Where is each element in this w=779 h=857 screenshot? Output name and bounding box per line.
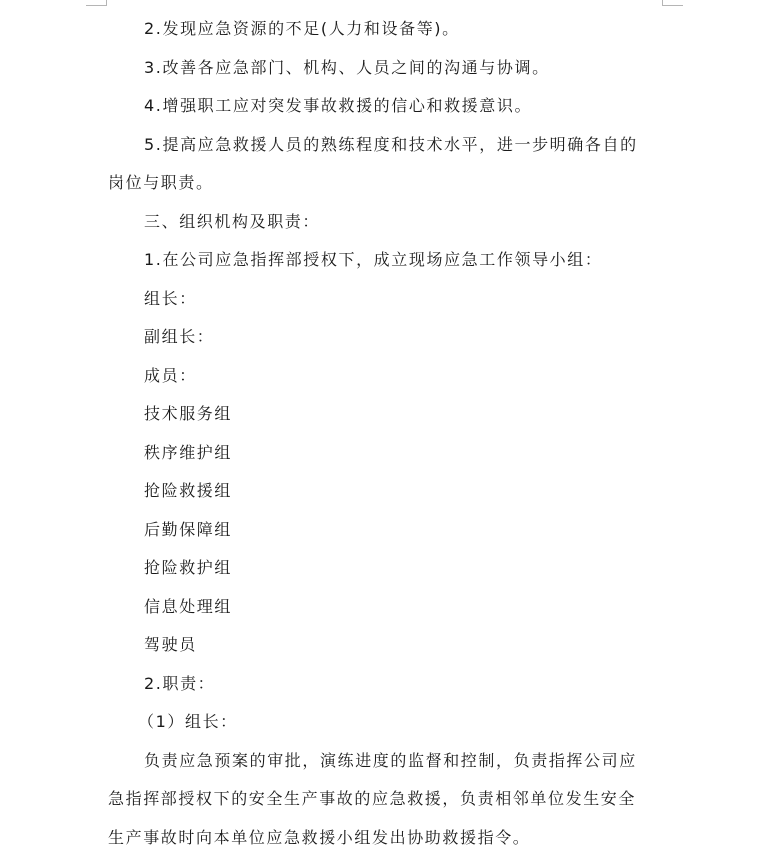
group-order-maintenance: 秩序维护组: [108, 434, 670, 473]
role-leader: 组长：: [108, 280, 670, 319]
page-corner-mark-left: [86, 0, 107, 6]
role-deputy-leader: 副组长：: [108, 318, 670, 357]
list-item-5-line-1: 5.提高应急救援人员的熟练程度和技术水平，进一步明确各自的: [108, 126, 670, 165]
leader-duties-line-3: 生产事故时向本单位应急救援小组发出协助救援指令。: [108, 819, 670, 857]
list-item-5: [108, 126, 670, 203]
document-body: [108, 10, 670, 857]
role-members: 成员：: [108, 357, 670, 396]
group-rescue-care: 抢险救护组: [108, 549, 670, 588]
group-emergency-rescue: 抢险救援组: [108, 472, 670, 511]
subsection-1: 1.在公司应急指挥部授权下，成立现场应急工作领导小组：: [108, 241, 670, 280]
leader-duties-line-1: 负责应急预案的审批，演练进度的监督和控制，负责指挥公司应: [108, 742, 670, 781]
group-technical-service: 技术服务组: [108, 395, 670, 434]
page-corner-mark-right: [662, 0, 683, 6]
list-item-3: 3.改善各应急部门、机构、人员之间的沟通与协调。: [108, 49, 670, 88]
section-heading: 三、组织机构及职责：: [108, 203, 670, 242]
subsection-2: 2.职责：: [108, 665, 670, 704]
list-item-4: 4.增强职工应对突发事故救援的信心和救援意识。: [108, 87, 670, 126]
leader-duties-line-2: 急指挥部授权下的安全生产事故的应急救援，负责相邻单位发生安全: [108, 780, 670, 819]
list-item-2: 2.发现应急资源的不足(人力和设备等)。: [108, 10, 670, 49]
list-item-5-line-2: 岗位与职责。: [108, 164, 670, 203]
group-information-processing: 信息处理组: [108, 588, 670, 627]
subsection-2-item-1: （1）组长：: [108, 703, 670, 742]
role-driver: 驾驶员: [108, 626, 670, 665]
leader-duties-paragraph: [108, 742, 670, 857]
group-logistics-support: 后勤保障组: [108, 511, 670, 550]
